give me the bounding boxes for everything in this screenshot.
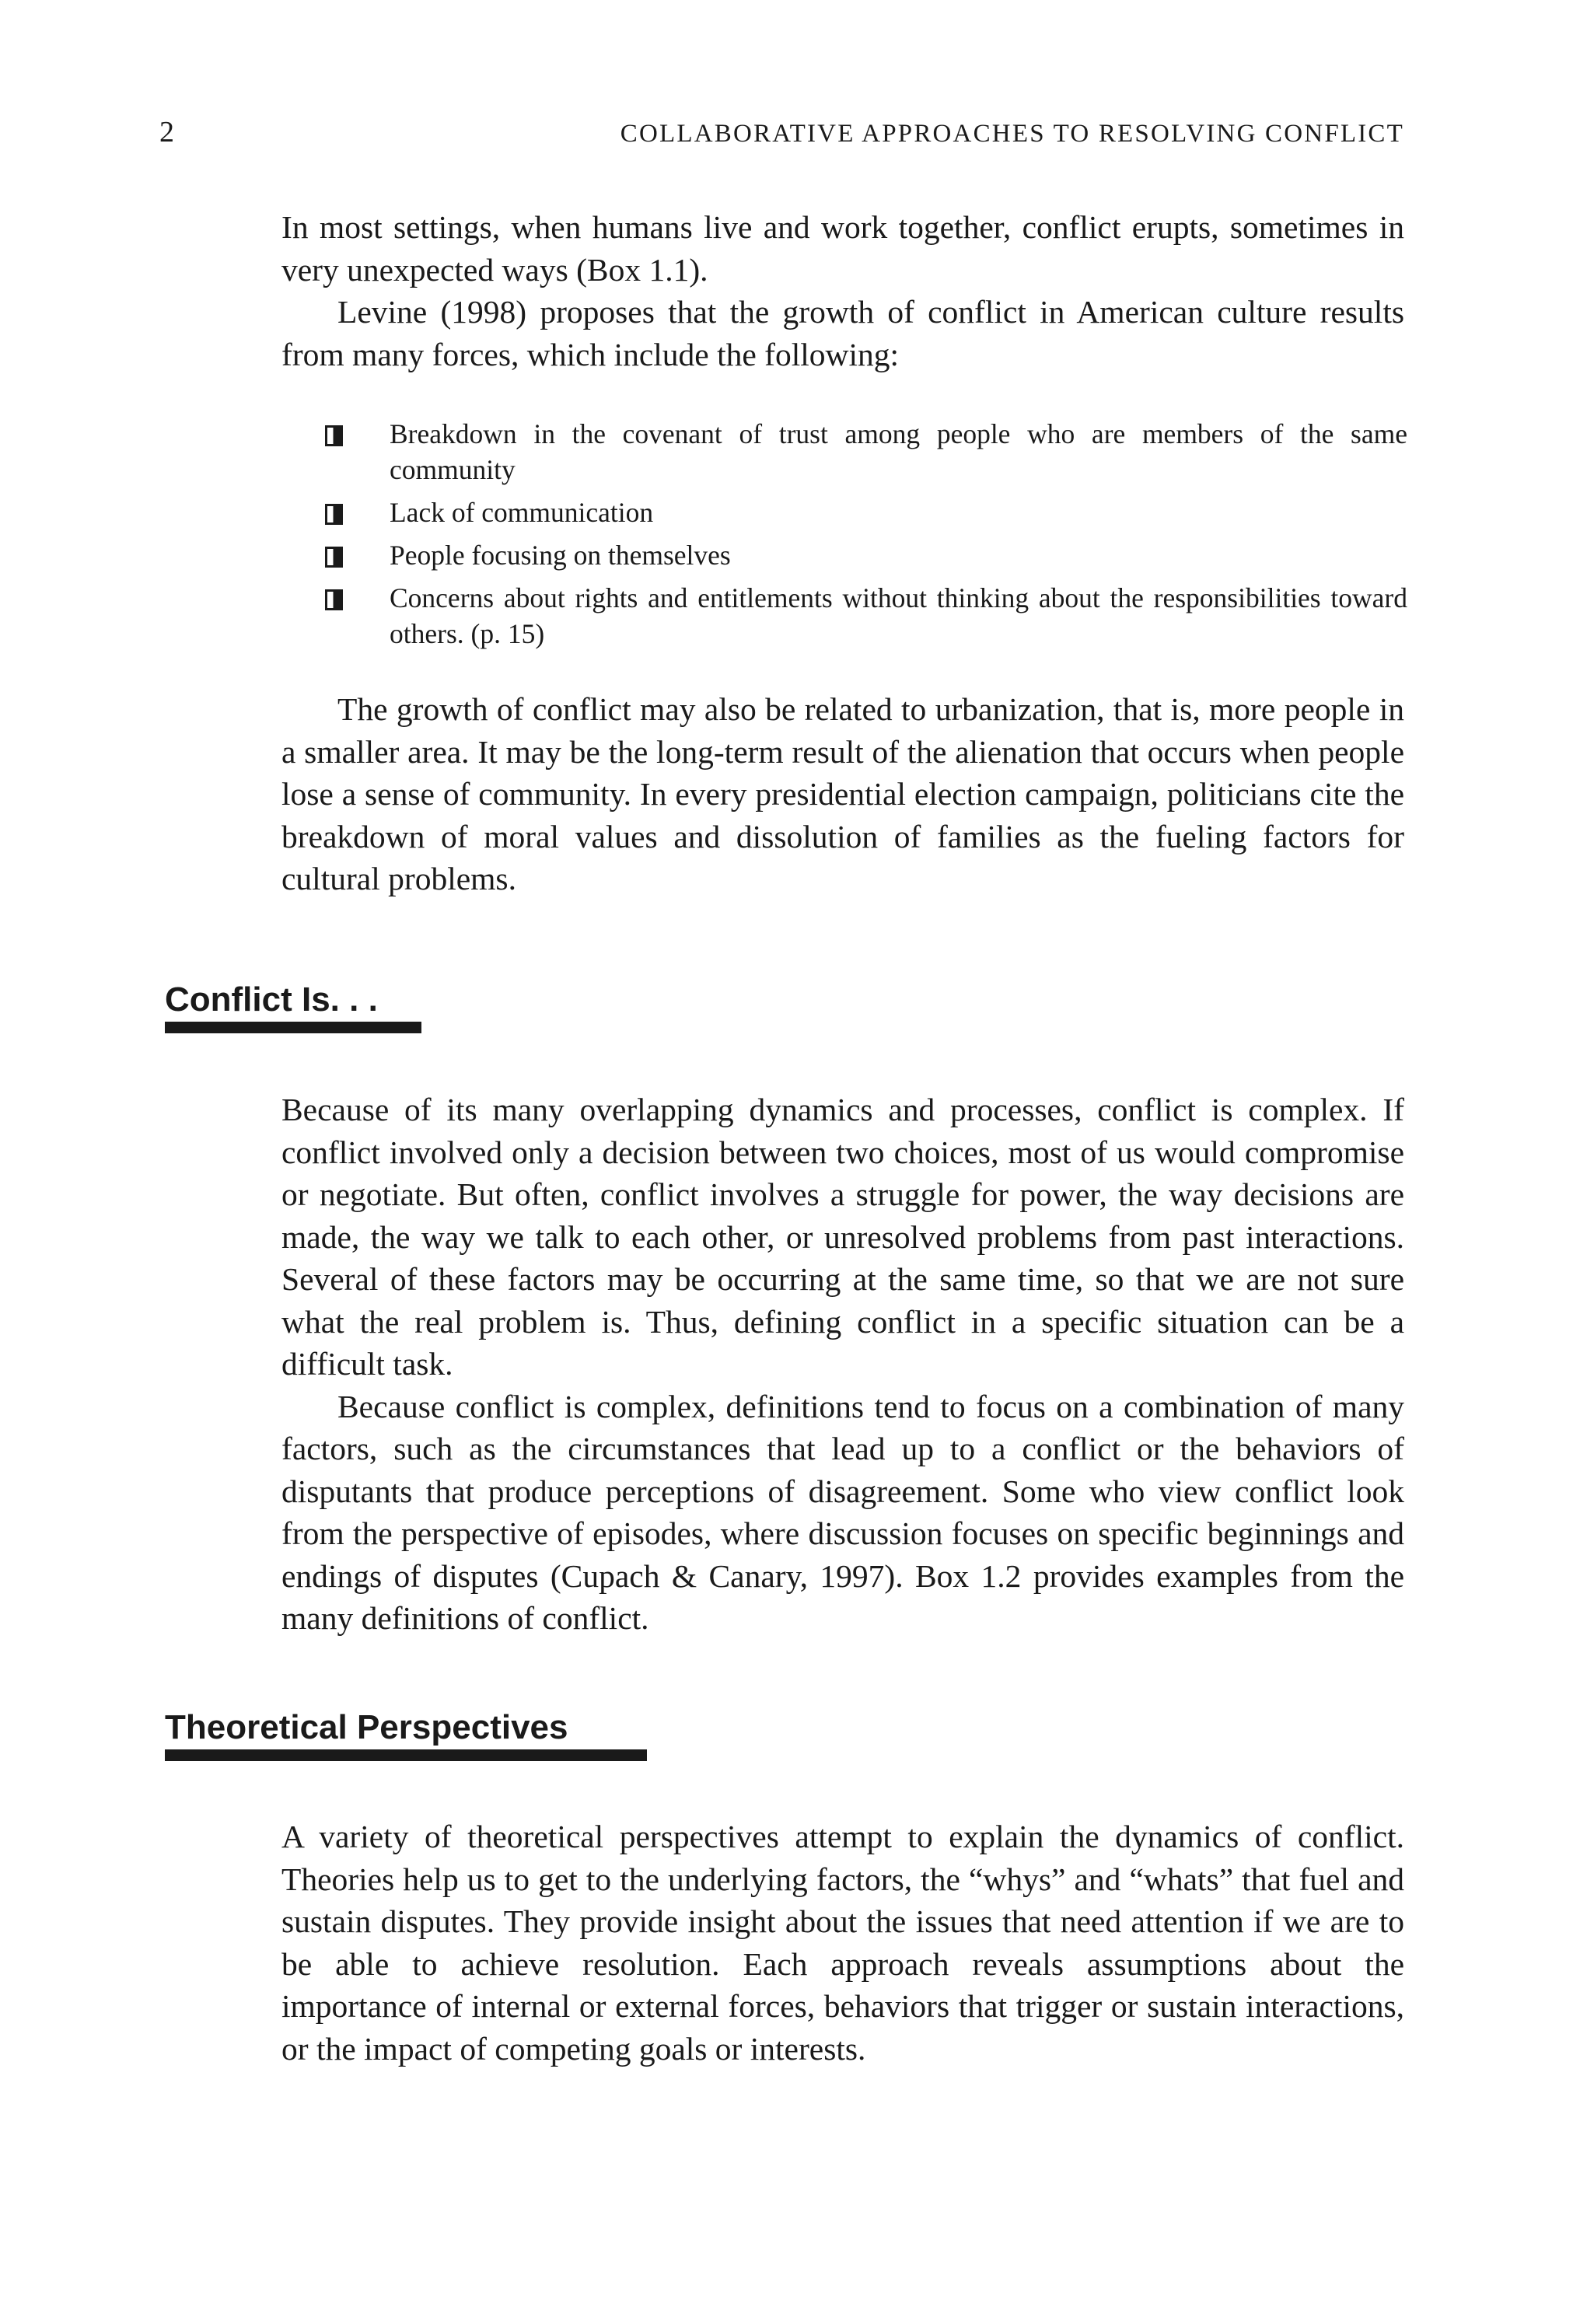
body-paragraph: The growth of conflict may also be related to urbanization, that is, more people in a smaller area. It may be the long-term result of the alienation that occurs when people lose a sense of community. In every presidential election campaign, politicians cite the breakdown of moral values and dissolution of families as the fueling factors for cultural problems.	[281, 691, 1404, 896]
box-bullet-icon	[325, 589, 343, 610]
intro-paragraph: In most settings, when humans live and work together, conflict erupts, sometimes in very unexpected ways (Box 1.1).	[281, 209, 1404, 288]
conflict-is-section-text	[281, 1089, 1404, 1640]
intro-text	[281, 206, 1404, 376]
bullet-list	[325, 416, 1407, 659]
body-paragraph: Because of its many overlapping dynamics and processes, conflict is complex. If conflict involved only a decision between two choices, most of us would compromise or negotiate. But often, conflict involves a struggle for power, the way decisions are made, the way we talk to each other, or unresolved problems from past interactions. Several of these factors may be occurring at the same time, so that we are not sure what the real problem is. Thus, defining conflict in a specific situation can be a difficult task.	[281, 1092, 1404, 1382]
theoretical-perspectives-section-text	[281, 1816, 1404, 2070]
list-item-text: Breakdown in the covenant of trust among people who are members of the same community	[390, 418, 1407, 485]
urbanization-text	[281, 688, 1404, 900]
box-bullet-icon	[325, 504, 343, 525]
list-item	[325, 495, 1407, 530]
list-item-text: Lack of communication	[390, 497, 654, 528]
section-heading-conflict-is: Conflict Is. . .	[165, 980, 378, 1019]
list-item	[325, 537, 1407, 573]
page-number: 2	[159, 116, 174, 149]
list-item-text: People focusing on themselves	[390, 540, 731, 571]
box-bullet-icon	[325, 425, 343, 446]
list-item-text: Concerns about rights and entitlements without thinking about the responsibilities toward others. (p. 15)	[390, 582, 1407, 649]
list-item	[325, 416, 1407, 488]
heading-rule	[165, 1749, 647, 1761]
section-heading-theoretical-perspectives: Theoretical Perspectives	[165, 1708, 568, 1746]
body-paragraph: Because conflict is complex, definitions tend to focus on a combination of many factors, such as the circumstances that lead up to a conflict or the behaviors of disputants that produce perceptions of disagreement. Some who view conflict look from the perspective of episodes, where discussion focuses on specific beginnings and endings of disputes (Cupach & Canary, 1997). Box 1.2 provides examples from the many definitions of conflict.	[281, 1388, 1404, 1636]
body-paragraph: A variety of theoretical perspectives attempt to explain the dynamics of conflict. Theories help us to get to the underlying factors, the “whys” and “whats” that fuel and sustain disputes. They provide insight about the issues that need attention if we are to be able to achieve resolution. Each approach reveals assumptions about the importance of internal or external forces, behaviors that trigger or sustain interactions, or the impact of competing goals or interests.	[281, 1819, 1404, 2067]
running-header: COLLABORATIVE APPROACHES TO RESOLVING CONFLICT	[620, 120, 1404, 148]
heading-rule	[165, 1022, 421, 1033]
list-item	[325, 580, 1407, 652]
intro-paragraph: Levine (1998) proposes that the growth of conflict in American culture results from many forces, which include the following:	[281, 294, 1404, 372]
box-bullet-icon	[325, 547, 343, 568]
